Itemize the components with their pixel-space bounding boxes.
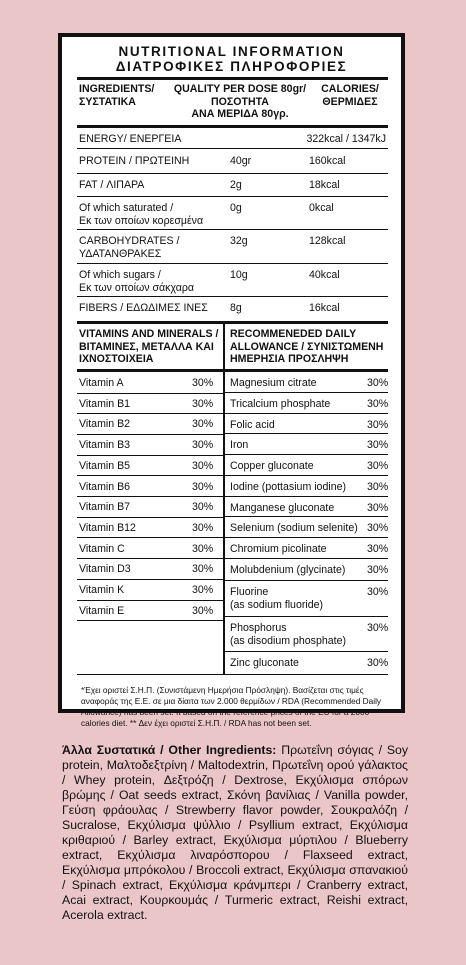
vitamin-name: Vitamin B5	[79, 459, 131, 472]
vitamin-name: Vitamin B3	[79, 439, 131, 452]
vitamin-percent: 30%	[192, 521, 214, 534]
vitamins-header: VITAMINS AND MINERALS / ΒΙΤΑΜΙΝΕΣ, ΜΕΤΑΛΛΑ ΚΑΙ ΙΧΝΟΣΤΟΙΧΕΙΑ	[79, 328, 219, 365]
divider	[77, 558, 223, 559]
mineral-name	[230, 622, 346, 647]
mineral-name-line: Iron	[230, 439, 249, 451]
vitamin-percent: 30%	[192, 501, 214, 514]
vitamin-name: Vitamin A	[79, 377, 124, 389]
divider	[224, 651, 388, 652]
nutrient-calories: 18kcal	[309, 179, 340, 191]
nutrition-panel	[58, 33, 405, 728]
rda-header: RECOMMENEDED DAILY ALLOWANCE / ΣΥΝΙΣΤΩΜΕΝΗ ΗΜΕΡΗΣΙΑ ΠΡΟΣΛΗΨΗ	[230, 328, 384, 365]
mineral-name	[230, 564, 345, 577]
divider	[77, 455, 223, 456]
mineral-name	[230, 419, 275, 432]
mineral-name-line: (as disodium phosphate)	[230, 634, 347, 647]
mineral-name	[230, 502, 334, 515]
divider	[77, 434, 223, 435]
mineral-percent: 30%	[367, 377, 389, 389]
other-ingredients-text: Πρωτεΐνη σόγιας / Soy protein, Μαλτοδεξτρίνη / Maltodextrin, Πρωτεΐνη ορού γάλακτος / Whey protein, Δεξτρόζη / Dextrose, Εκχύλισμα σπόρων βρώμης / Oat seeds extract, Σκόνη βανίλιας / Vanilla powder, Γεύση φράουλας / Strewberry flavor powder, Σουκραλόζη / Sucralose, Εκχύλισμα ψύλλιο / Psyllium extract, Εκχύλισμα κριθαριού / Barley extract, Εκχύλισμα μύρτιλου / Blueberry extract, Εκχύλισμα λιναρόσπορου / Flaxseed extract, Εκχύλισμα μπρόκολου / Broccoli extract, Εκχύλισμα σπανακιού / Spinach extract, Εκχύλισμα κράνμπερι / Cranberry extract, Acai extract, Κουρκουμάς / Turmeric extract, Reishi extract, Acerola extract.	[62, 743, 409, 922]
nutrient-quantity: 2g	[230, 179, 242, 191]
divider	[77, 173, 388, 174]
mineral-name	[230, 377, 317, 390]
divider	[224, 558, 388, 559]
nutrient-label-line: PROTEIN / ΠΡΩΤΕΙΝΗ	[79, 155, 190, 167]
divider	[77, 369, 388, 372]
mineral-percent: 30%	[367, 522, 389, 534]
divider	[224, 496, 388, 497]
nutrient-label-line: Of which sugars /	[79, 269, 161, 281]
vitamin-percent: 30%	[192, 480, 214, 493]
divider	[77, 517, 223, 518]
mineral-name-line: Fluorine	[230, 586, 269, 598]
divider	[77, 196, 388, 197]
divider	[77, 674, 388, 675]
divider	[224, 475, 388, 476]
vitamin-percent: 30%	[192, 459, 214, 472]
vitamin-name: Vitamin B7	[79, 501, 131, 514]
mineral-name-line: Zinc gluconate	[230, 657, 299, 669]
nutrient-calories: 160kcal	[309, 155, 346, 167]
nutrient-label-line: FAT / ΛΙΠΑΡΑ	[79, 179, 145, 191]
nutrient-quantity: 40gr	[230, 155, 252, 167]
mineral-name	[230, 586, 323, 611]
divider	[77, 579, 223, 580]
title-gr: ΔΙΑΤΡΟΦΙΚΕΣ ΠΛΗΡΟΦΟΡΙΕΣ	[115, 59, 348, 74]
nutrient-quantity: 8g	[230, 302, 242, 314]
vitamin-name: Vitamin B6	[79, 480, 131, 493]
vitamin-percent: 30%	[192, 377, 214, 389]
vitamin-name: Vitamin K	[79, 584, 125, 596]
vitamin-name: Vitamin D3	[79, 563, 131, 576]
mineral-percent: 30%	[367, 622, 389, 634]
mineral-percent: 30%	[367, 586, 389, 598]
mineral-percent: 30%	[367, 439, 389, 451]
vitamin-percent: 30%	[192, 604, 214, 617]
mineral-percent: 30%	[367, 460, 389, 472]
vitamin-name: Vitamin C	[79, 542, 125, 555]
nutrient-label-line: ΥΔΑΤΑΝΘΡΑΚΕΣ	[79, 247, 162, 260]
header-ingredients: INGREDIENTS/ ΣΥΣΤΑΤΙΚΑ	[79, 83, 155, 108]
mineral-percent: 30%	[367, 543, 389, 555]
divider	[224, 433, 388, 434]
mineral-name	[230, 460, 314, 473]
divider	[224, 454, 388, 455]
divider	[224, 537, 388, 538]
mineral-name	[230, 398, 330, 411]
divider	[77, 393, 223, 394]
divider	[224, 580, 388, 581]
nutrient-label	[79, 235, 179, 260]
mineral-name-line: Manganese gluconate	[230, 502, 335, 514]
mineral-percent: 30%	[367, 419, 389, 431]
divider	[77, 537, 223, 538]
nutrient-calories: 128kcal	[309, 235, 346, 247]
energy-value: 322kcal / 1347kJ	[306, 133, 386, 145]
vitamin-percent: 30%	[192, 563, 214, 576]
header-calories: CALORIES/ ΘΕΡΜΙΔΕΣ	[321, 83, 379, 108]
mineral-name-line: Phosphorus	[230, 622, 287, 634]
vitamin-percent: 30%	[192, 542, 214, 555]
mineral-name-line: Folic acid	[230, 419, 275, 431]
other-ingredients-label: Άλλα Συστατικά / Other Ingredients:	[62, 743, 277, 757]
divider	[77, 600, 223, 601]
mineral-percent: 30%	[367, 481, 389, 493]
nutrient-label	[79, 155, 189, 168]
other-ingredients	[62, 743, 408, 923]
divider	[77, 475, 223, 476]
nutrient-label-line: Of which saturated /	[79, 202, 174, 214]
vitamin-percent: 30%	[192, 439, 214, 452]
divider	[77, 229, 388, 230]
nutrient-calories: 0kcal	[309, 202, 334, 214]
nutrient-calories: 16kcal	[309, 302, 340, 314]
nutrient-label-line: FIBERS / ΕΔΩΔΙΜΕΣ ΙΝΕΣ	[79, 302, 208, 314]
nutrient-label-line: Εκ των οποίων κορεσμένα	[79, 214, 204, 227]
footnote: *Έχει οριστεί Σ.Η.Π. (Συνιστάμενη Ημερήσια Πρόσληψη). Βασίζεται στις τιμές αναφοράς της Ε.Ε. σε μια δίαιτα των 2.000 θερμίδων / RDA (Recommended Daily Allowance) has been set. It based on the reference prices of the EU for a 2000 calories diet. ** Δεν έχει οριστεί Σ.Η.Π. / RDA has not been set.	[81, 685, 382, 728]
header-quality: QUALITY PER DOSE 80gr/ ΠΟΣΟΤΗΤΑ ΑΝΑ ΜΕΡΙΔΑ 80γρ.	[173, 83, 307, 120]
vitamin-percent: 30%	[192, 418, 214, 431]
nutrient-quantity: 32g	[230, 235, 248, 247]
mineral-percent: 30%	[367, 564, 389, 576]
mineral-name-line: Chromium picolinate	[230, 543, 327, 555]
divider	[224, 616, 388, 617]
divider	[224, 413, 388, 414]
mineral-name-line: Iodine (pottasium iodine)	[230, 481, 347, 493]
title-en: NUTRITIONAL INFORMATION	[118, 44, 345, 59]
mineral-name-line: Molubdenium (glycinate)	[230, 564, 346, 576]
divider	[77, 263, 388, 264]
nutrient-label-line: CARBOHYDRATES /	[79, 235, 180, 247]
vitamin-name: Vitamin B12	[79, 521, 136, 534]
nutrient-label	[79, 179, 144, 192]
nutrient-label-line: Εκ των οποίων σάκχαρα	[79, 281, 195, 294]
mineral-percent: 30%	[367, 502, 389, 514]
mineral-name	[230, 522, 358, 535]
divider	[77, 125, 388, 128]
vitamin-name: Vitamin E	[79, 604, 125, 617]
nutrient-label	[79, 269, 194, 294]
mineral-name	[230, 481, 346, 494]
divider	[77, 77, 388, 80]
mineral-name	[230, 543, 327, 556]
nutrient-label	[79, 202, 203, 227]
nutrient-quantity: 10g	[230, 269, 248, 281]
divider	[224, 516, 388, 517]
mineral-percent: 30%	[367, 657, 389, 669]
vitamin-name: Vitamin B1	[79, 397, 131, 410]
mineral-name-line: Selenium (sodium selenite)	[230, 522, 358, 534]
divider	[77, 496, 223, 497]
mineral-name-line: Tricalcium phosphate	[230, 398, 331, 410]
mineral-name-line: Copper gluconate	[230, 460, 314, 472]
divider	[77, 620, 223, 621]
divider	[77, 321, 388, 324]
nutrient-quantity: 0g	[230, 202, 242, 214]
mineral-name-line: Magnesium citrate	[230, 377, 317, 389]
divider	[224, 392, 388, 393]
vitamin-name: Vitamin B2	[79, 418, 131, 431]
nutrient-label	[79, 302, 208, 315]
mineral-percent: 30%	[367, 398, 389, 410]
divider	[77, 148, 388, 149]
energy-label: ENERGY/ ΕΝΕΡΓΕΙΑ	[79, 133, 182, 145]
column-divider	[223, 322, 225, 674]
mineral-name	[230, 439, 248, 452]
divider	[77, 296, 388, 297]
mineral-name	[230, 657, 299, 670]
vitamin-percent: 30%	[192, 397, 214, 410]
nutrient-calories: 40kcal	[309, 269, 340, 281]
divider	[77, 413, 223, 414]
vitamin-percent: 30%	[192, 584, 214, 596]
mineral-name-line: (as sodium fluoride)	[230, 598, 324, 611]
